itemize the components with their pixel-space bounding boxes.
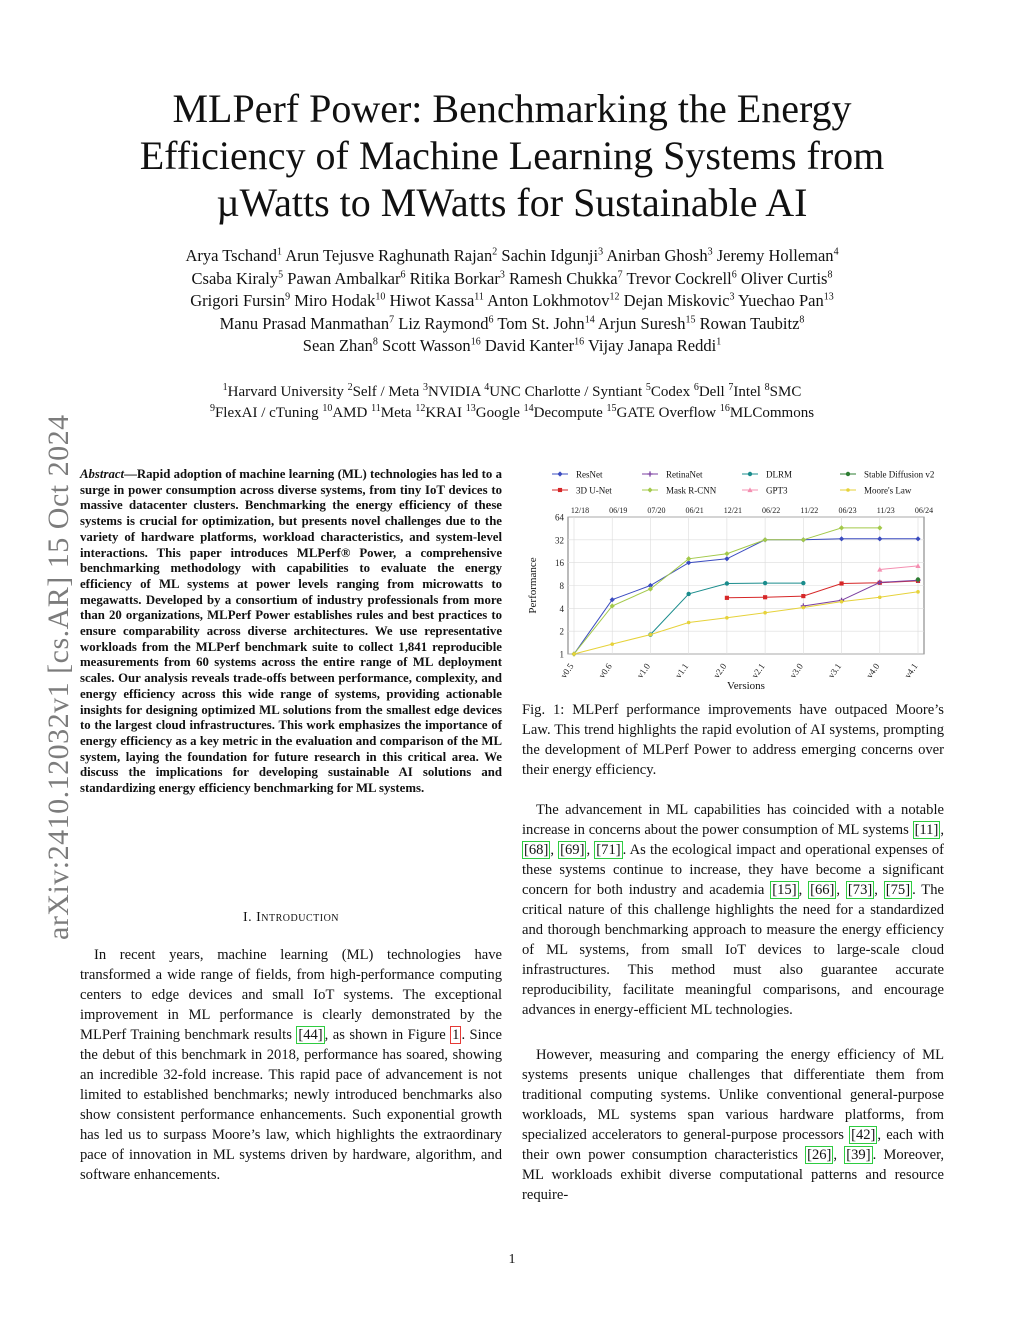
affiliation-number: 15 xyxy=(606,403,617,414)
affiliation-name: Decompute xyxy=(533,405,603,421)
citation-link[interactable]: [15] xyxy=(772,882,797,898)
legend-marker xyxy=(846,472,850,476)
author-name: Sachin Idgunji xyxy=(501,246,599,265)
x-tick-label: v1.0 xyxy=(634,661,653,681)
section-heading xyxy=(80,910,502,926)
citation-link[interactable]: [11] xyxy=(914,822,939,838)
affiliation-name: MLCommons xyxy=(729,405,815,421)
affiliation-name: GATE Overflow xyxy=(616,405,717,421)
author-name: Ritika Borkar xyxy=(409,268,500,288)
author-affiliation-mark: 3 xyxy=(707,246,713,258)
author-affiliation-mark: 8 xyxy=(372,336,378,348)
affiliation-line xyxy=(80,382,944,403)
author-affiliation-mark: 3 xyxy=(729,291,735,303)
author-name: Sean Zhan xyxy=(302,336,373,355)
citation-link[interactable]: [73] xyxy=(847,882,873,898)
author-line xyxy=(80,313,944,336)
affiliation-name: Google xyxy=(475,405,520,421)
citation-link[interactable]: [71] xyxy=(596,842,621,858)
legend-marker xyxy=(557,471,562,476)
figure-caption: Fig. 1: MLPerf performance improvements have outpaced Moore’s Law. This trend highlights the rapid evolution of AI systems, prompting the development of MLPerf Power to address emerging concerns over their energy efficiency. xyxy=(522,702,944,778)
author-affiliation-mark: 7 xyxy=(617,269,623,280)
paragraph-text: , as shown in Figure xyxy=(324,1027,451,1043)
paragraph-text: . Moreover, ML workloads exhibit diverse computational patterns and resource require- xyxy=(522,1147,945,1203)
section-title: Introduction xyxy=(256,910,340,925)
affiliation-name: Dell xyxy=(698,384,725,400)
data-point xyxy=(840,600,844,604)
affiliation-number: 16 xyxy=(719,403,730,414)
date-label: 12/18 xyxy=(570,506,590,515)
affiliation-number: 7 xyxy=(728,382,734,393)
section-number: I. xyxy=(242,910,253,925)
author-name: Grigori Fursin xyxy=(190,291,286,310)
paragraph-text: . Since the debut of this benchmark in 2018, performance has soared, showing an incredible 32-fold increase. This rapid pace of advancement is not limited to established benchmarks; newly introduced benchmarks also show consistent performance enhancements. Such exponential growth has led us to surpass Moore’s law, which highlights the extraordinary pace of innovation in ML systems driven by hardware, algorithm, and software enhancements. xyxy=(80,1027,502,1183)
legend-label: ResNet xyxy=(576,469,603,480)
affiliation-name: FlexAI / cTuning xyxy=(214,405,319,421)
y-tick-label: 64 xyxy=(555,512,564,523)
data-point xyxy=(687,621,691,625)
x-tick-label: v4.0 xyxy=(864,661,882,681)
data-point xyxy=(801,594,805,598)
data-point xyxy=(610,642,614,646)
legend-label: GPT3 xyxy=(766,485,788,496)
data-point xyxy=(801,581,805,585)
affiliation-name: Codex xyxy=(650,384,691,400)
author-affiliation-mark: 5 xyxy=(278,269,284,280)
body-paragraph xyxy=(522,1045,944,1205)
date-label: 06/23 xyxy=(838,506,857,515)
date-label: 11/23 xyxy=(876,506,895,515)
author-affiliation-mark: 8 xyxy=(827,269,833,280)
data-point xyxy=(763,581,767,585)
data-point xyxy=(916,590,920,594)
legend-marker xyxy=(558,488,562,492)
author-affiliation-mark: 7 xyxy=(389,314,395,325)
affiliation-number: 9 xyxy=(209,403,215,414)
x-tick-label: v2.0 xyxy=(711,661,729,681)
author-affiliation-mark: 15 xyxy=(685,314,696,325)
author-name: Csaba Kiraly xyxy=(191,268,279,288)
data-point xyxy=(802,606,806,610)
date-label: 12/21 xyxy=(723,506,743,515)
data-point xyxy=(725,616,729,620)
citation-link[interactable]: [66] xyxy=(810,882,835,898)
author-name: Anton Lokhmotov xyxy=(487,291,610,310)
affiliation-line xyxy=(80,403,944,424)
author-affiliation-mark: 1 xyxy=(277,246,282,258)
affiliation-number: 11 xyxy=(371,403,381,414)
author-affiliation-mark: 4 xyxy=(833,246,839,258)
citation-link[interactable]: [42] xyxy=(851,1127,876,1143)
x-tick-label: v4.1 xyxy=(902,661,920,681)
author-name: Tom St. John xyxy=(497,313,585,333)
y-axis-label: Performance xyxy=(527,557,539,614)
author-name: David Kanter xyxy=(484,336,575,355)
author-name: Trevor Cockrell xyxy=(626,268,732,288)
legend-label: 3D U-Net xyxy=(576,485,612,496)
author-name: Oliver Curtis xyxy=(740,268,828,288)
x-tick-label: v0.6 xyxy=(596,661,614,681)
author-name: Hiwot Kassa xyxy=(389,291,475,310)
date-label: 11/22 xyxy=(800,506,819,515)
date-label: 06/22 xyxy=(761,506,781,515)
affiliation-number: 1 xyxy=(222,382,228,393)
abstract-label: Abstract xyxy=(80,467,125,481)
author-affiliation-mark: 6 xyxy=(400,269,406,280)
legend-label: Stable Diffusion v2 xyxy=(864,469,935,480)
paragraph-text: However, measuring and comparing the energy efficiency of ML systems presents unique challenges that differentiate them from traditional computing systems. Unlike conventional general-purpose workloads, ML systems span various hardware platforms, from specialized accelerators to general-purpose processors xyxy=(522,1047,944,1143)
legend-label: RetinaNet xyxy=(666,469,703,480)
legend-label: DLRM xyxy=(766,469,793,480)
date-label: 06/24 xyxy=(914,506,934,515)
x-tick-label: v3.0 xyxy=(787,661,805,681)
author-affiliation-mark: 6 xyxy=(731,269,737,280)
citation-link[interactable]: [75] xyxy=(885,882,911,898)
y-tick-label: 16 xyxy=(555,558,564,569)
legend-marker xyxy=(748,472,752,476)
abstract-text: —Rapid adoption of machine learning (ML) technologies has led to a surge in power consumption across diverse systems, from tiny IoT devices to massive datacenter clusters. Benchmarking the energy efficiency of these systems is crucial for optimization, but presents novel challenges due to the variety of hardware platforms, workload characteristics, and system-level interactions. This paper introduces MLPerf® Power, a comprehensive benchmarking methodology with capabilities to evaluate the energy efficiency of ML systems at power levels ranging from microwatts to megawatts. Developed by a consortium of industry professionals from more than 20 organizations, MLPerf Power establishes rules and best practices to ensure comparability across diverse architectures. We use representative workloads from the MLPerf benchmark suite to collect 1,841 reproducible measurements from 60 systems across the entire range of ML deployment scales. Our analysis reveals trade-offs between performance, complexity, and energy efficiency across this wide range of systems, providing actionable insights for designing optimized ML solutions from the smallest edge devices to the largest cloud infrastructures. This work emphasizes the importance of energy efficiency as a key metric in the evaluation and comparison of the ML system, laying the foundation for future research in this critical area. We discuss the implications for developing sustainable AI solutions and standardizing energy efficiency benchmarking for ML systems. xyxy=(80,467,502,796)
author-name: Dejan Miskovic xyxy=(623,291,730,310)
data-point xyxy=(725,596,729,600)
data-point xyxy=(878,595,882,599)
data-point xyxy=(839,581,843,585)
author-affiliation-mark: 10 xyxy=(375,291,386,303)
author-name: Vijay Janapa Reddi xyxy=(587,336,717,355)
author-affiliation-mark: 14 xyxy=(584,314,595,325)
author-affiliation-mark: 1 xyxy=(716,336,722,348)
title-line: Efficiency of Machine Learning Systems from xyxy=(139,133,885,178)
affiliation-name: Meta xyxy=(380,405,412,421)
author-name: Rowan Taubitz xyxy=(699,313,800,333)
paragraph-text: , each with their own power consumption characteristics xyxy=(522,1127,944,1163)
x-tick-label: v2.1 xyxy=(749,661,767,681)
author-name: Miro Hodak xyxy=(294,291,376,310)
paragraph-text: , xyxy=(833,1147,845,1163)
affiliation-name: NVIDIA xyxy=(428,384,481,400)
date-label: 06/19 xyxy=(609,506,628,515)
author-affiliation-mark: 9 xyxy=(285,291,291,303)
author-affiliation-mark: 8 xyxy=(799,314,805,325)
author-name: Manu Prasad Manmathan xyxy=(219,313,390,333)
x-axis-label: Versions xyxy=(727,680,765,692)
data-point xyxy=(649,633,653,637)
paragraph-text: , xyxy=(586,842,595,858)
author-affiliation-mark: 6 xyxy=(488,314,494,325)
author-affiliation-mark: 16 xyxy=(574,336,585,348)
affiliation-number: 10 xyxy=(322,403,333,414)
author-name: Liz Raymond xyxy=(398,313,489,333)
author-line xyxy=(80,268,944,291)
paper-title xyxy=(80,85,944,226)
author-name: Arun Tejusve Raghunath Rajan xyxy=(285,246,493,265)
author-name: Pawan Ambalkar xyxy=(287,268,401,288)
affiliation-number: 12 xyxy=(415,403,426,414)
affiliation-name: KRAI xyxy=(425,405,462,421)
y-tick-label: 8 xyxy=(559,581,564,591)
author-affiliation-mark: 3 xyxy=(499,269,505,280)
data-point xyxy=(763,595,767,599)
legend-marker xyxy=(846,488,850,492)
author-affiliation-mark: 2 xyxy=(492,246,498,258)
y-tick-label: 4 xyxy=(559,603,564,614)
paragraph-text: , xyxy=(550,842,559,858)
affiliation-number: 5 xyxy=(645,382,651,393)
figure-reference-link[interactable]: 1 xyxy=(452,1027,460,1043)
paragraph-text: , xyxy=(874,882,884,898)
legend-label: Mask R-CNN xyxy=(666,485,717,496)
author-name: Arjun Suresh xyxy=(597,313,686,333)
citation-link[interactable]: [39] xyxy=(846,1147,871,1163)
author-list xyxy=(80,245,944,358)
paragraph-text: The advancement in ML capabilities has coincided with a notable increase in concerns about the power consumption of ML systems xyxy=(522,802,944,838)
abstract xyxy=(80,467,502,797)
affiliation-number: 4 xyxy=(484,382,490,393)
author-affiliation-mark: 16 xyxy=(470,336,481,348)
legend-marker xyxy=(647,487,652,492)
author-name: Arya Tschand xyxy=(185,246,277,265)
body-paragraph xyxy=(522,800,944,1020)
paragraph-text: , xyxy=(940,822,944,838)
y-tick-label: 1 xyxy=(559,649,564,660)
affiliation-name: Intel xyxy=(733,384,761,400)
intro-paragraph xyxy=(80,945,502,1185)
citation-link[interactable]: [68] xyxy=(524,842,549,858)
author-affiliation-mark: 12 xyxy=(609,291,620,303)
author-line xyxy=(80,245,944,268)
affiliation-name: Harvard University xyxy=(227,384,344,400)
y-tick-label: 2 xyxy=(559,626,564,637)
title-line: MLPerf Power: Benchmarking the Energy xyxy=(172,86,852,131)
author-line xyxy=(80,290,944,313)
paragraph-text: . As the ecological impact and operational expenses of these systems continue to increase, they have become a significant concern for both industry and academia xyxy=(522,842,945,898)
author-affiliation-mark: 13 xyxy=(823,291,834,303)
affiliation-number: 8 xyxy=(764,382,770,393)
data-point xyxy=(763,611,767,615)
legend-label: Moore's Law xyxy=(864,485,912,496)
affiliation-name: AMD xyxy=(332,405,368,421)
affiliation-list xyxy=(80,382,944,424)
citation-link[interactable]: [26] xyxy=(807,1147,832,1163)
affiliation-name: SMC xyxy=(769,384,802,400)
arxiv-identifier: arXiv:2410.12032v1 [cs.AR] 15 Oct 2024 xyxy=(42,414,75,940)
data-point xyxy=(916,577,920,581)
affiliation-number: 14 xyxy=(523,403,534,414)
author-line xyxy=(80,335,944,358)
performance-chart xyxy=(522,462,944,692)
date-label: 06/21 xyxy=(685,506,704,515)
author-name: Scott Wasson xyxy=(382,336,471,355)
author-affiliation-mark: 11 xyxy=(474,291,484,303)
paragraph-text: , xyxy=(836,882,846,898)
author-name: Yuechao Pan xyxy=(738,291,824,310)
paragraph-text: . The critical nature of this challenge highlights the need for a standardized and thorough benchmarking approach to measure the energy efficiency of ML systems, from small IoT devices to large-scale cloud infrastructures. This method must also guarantee accurate reproducibility, facilitate meaningful comparisons, and encourage advances in energy-efficient ML technologies. xyxy=(522,882,944,1018)
data-point xyxy=(572,652,576,656)
author-name: Anirban Ghosh xyxy=(606,246,708,265)
data-point xyxy=(725,581,729,585)
legend-marker xyxy=(647,471,652,476)
date-label: 07/20 xyxy=(647,506,666,515)
affiliation-name: UNC Charlotte / Syntiant xyxy=(489,384,643,400)
page-number: 1 xyxy=(508,1252,516,1267)
affiliation-number: 2 xyxy=(347,382,353,393)
affiliation-number: 3 xyxy=(423,382,428,393)
title-line: µWatts to MWatts for Sustainable AI xyxy=(216,180,808,225)
y-tick-label: 32 xyxy=(555,535,564,546)
citation-link[interactable]: [69] xyxy=(560,842,585,858)
affiliation-number: 13 xyxy=(465,403,476,414)
author-name: Ramesh Chukka xyxy=(508,268,618,288)
paragraph-text: In recent years, machine learning (ML) technologies have transformed a wide range of fields, from high-performance computing centers to edge devices and small IoT systems. The exceptional improvement in ML performance is clearly demonstrated by the MLPerf Training benchmark results xyxy=(80,947,502,1043)
affiliation-name: Self / Meta xyxy=(352,384,420,400)
x-tick-label: v3.1 xyxy=(825,661,844,681)
citation-link[interactable]: [44] xyxy=(298,1027,323,1043)
data-point xyxy=(686,592,690,596)
affiliation-number: 6 xyxy=(693,382,699,393)
x-tick-label: v1.1 xyxy=(673,661,691,681)
author-name: Jeremy Holleman xyxy=(716,246,834,265)
paragraph-text: , xyxy=(798,882,809,898)
x-tick-label: v0.5 xyxy=(558,661,576,681)
author-affiliation-mark: 3 xyxy=(598,246,604,258)
